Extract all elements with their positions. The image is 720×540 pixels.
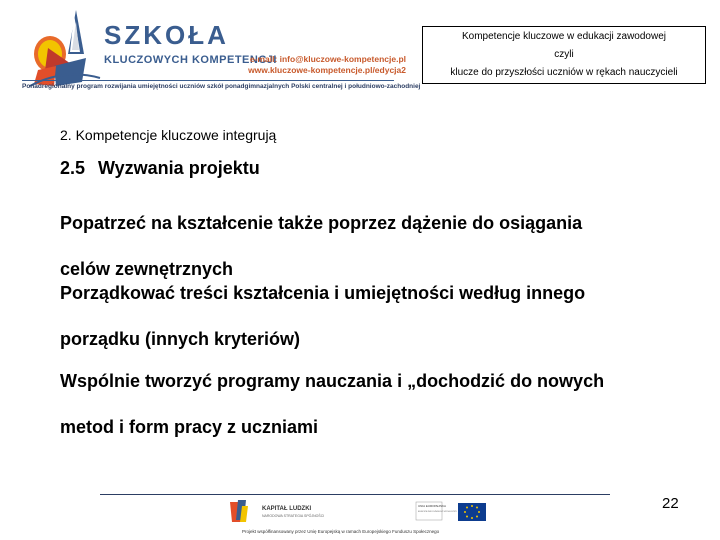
- title-line-2: czyli: [554, 49, 574, 60]
- subsection-title: [60, 158, 260, 179]
- list-item-line: porządku (innych kryteriów): [60, 329, 301, 349]
- subsection-number: 2.5: [60, 158, 86, 178]
- list-item-line: Porządkować treści kształcenia i umiejętności według innego: [60, 283, 586, 303]
- header-banner: [22, 8, 422, 92]
- list-item-line: Popatrzeć na kształcenie także poprzez dążenie do osiągania: [60, 213, 583, 233]
- kapital-logo-subtext: NARODOWA STRATEGIA SPÓJNOŚCI: [262, 514, 325, 518]
- page-number: 22: [662, 495, 679, 512]
- kapital-ludzki-logo-icon: [230, 500, 324, 522]
- eu-logo-subtext: EUROPEJSKI FUNDUSZ SPOŁECZNY: [418, 511, 457, 513]
- presentation-title-box: [422, 26, 706, 84]
- title-line-3: klucze do przyszłości uczniów w rękach nauczycieli: [450, 67, 678, 78]
- eu-logo-text: UNIA EUROPEJSKA: [418, 504, 447, 508]
- logo-subtitle: KLUCZOWYCH KOMPETENCJI: [104, 54, 277, 66]
- school-logo-icon: [24, 8, 108, 88]
- footer-caption: Projekt współfinansowany przez Unię Europejską w ramach Europejskiego Funduszu Społecznego: [242, 529, 440, 534]
- subsection-title-text: Wyzwania projektu: [98, 158, 260, 178]
- footer-logos: [228, 498, 498, 526]
- banner-caption: Ponadregionalny program rozwijania umiejętności uczniów szkół ponadgimnazjalnych Polski centralnej i południowo-zachodniej: [22, 83, 421, 90]
- contact-email[interactable]: e-mail: info@kluczowe-kompetencje.pl: [249, 54, 406, 64]
- list-item-line: metod i form pracy z uczniami: [60, 417, 319, 437]
- kapital-logo-text: KAPITAŁ LUDZKI: [262, 506, 312, 512]
- banner-divider: [22, 80, 394, 81]
- title-line-1: Kompetencje kluczowe w edukacji zawodowej: [462, 31, 666, 42]
- eu-flag-icon: [416, 502, 486, 521]
- list-item-line: Wspólnie tworzyć programy nauczania i „dochodzić do nowych: [60, 371, 605, 391]
- list-item: [60, 358, 700, 450]
- contact-url[interactable]: www.kluczowe-kompetencje.pl/edycja2: [248, 65, 406, 75]
- logo-title: SZKOŁA: [104, 20, 229, 50]
- list-item-line: celów zewnętrznych: [60, 259, 234, 279]
- footer-divider: [100, 494, 610, 495]
- list-item: [60, 270, 700, 362]
- section-label: 2. Kompetencje kluczowe integrują: [60, 127, 277, 143]
